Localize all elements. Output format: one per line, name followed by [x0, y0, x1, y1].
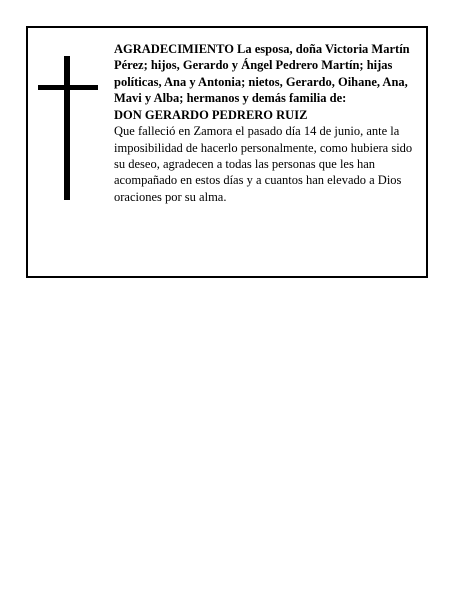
cross-horizontal-bar: [38, 85, 98, 90]
notice-title: AGRADECIMIENTO: [114, 42, 234, 56]
cross-icon: [38, 56, 98, 200]
notice-message: Que falleció en Zamora el pasado día 14 de junio, ante la imposibilidad de hacerlo personalmente, como hubiera sido su deseo, agradecen a todas las personas que les han acompañado en estos días y a cuantos han elevado a Dios oraciones por su alma.: [114, 124, 413, 204]
notice-heading: [114, 41, 414, 106]
cross-vertical-bar: [64, 56, 70, 200]
obituary-notice: [26, 26, 428, 278]
deceased-name: DON GERARDO PEDRERO RUIZ: [114, 108, 308, 123]
notice-family: La esposa, doña Victoria Martín Pérez; hijos, Gerardo y Ángel Pedrero Martín; hijas políticas, Ana y Antonia; nietos, Gerardo, Oihane, Ana, Mavi y Alba; hermanos y demás familia de:: [114, 42, 410, 105]
notice-text-block: [114, 41, 414, 205]
